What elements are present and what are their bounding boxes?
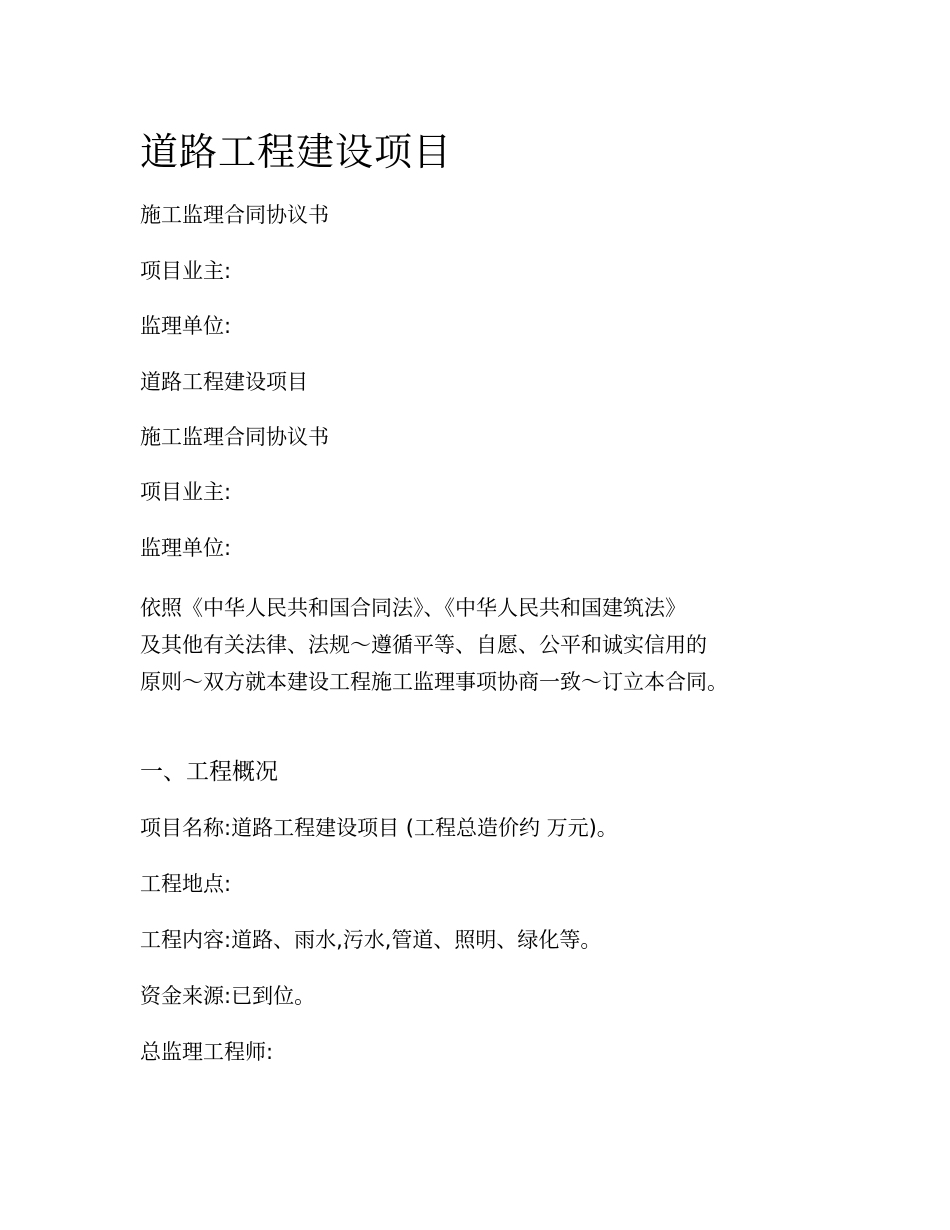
intro-line: 原则～双方就本建设工程施工监理事项协商一致～订立本合同。 (140, 670, 728, 694)
item-content: 工程内容:道路、雨水,污水,管道、照明、绿化等。 (140, 928, 602, 952)
cover-line-project-name: 道路工程建设项目 (140, 370, 308, 394)
document-title: 道路工程建设项目 (140, 130, 453, 174)
cover-line-owner-2: 项目业主: (140, 480, 232, 504)
intro-paragraph (140, 590, 830, 701)
section-heading-overview: 一、工程概况 (140, 759, 278, 785)
cover-line-contract-name: 施工监理合同协议书 (140, 203, 329, 227)
item-location: 工程地点: (140, 872, 232, 896)
item-chief-engineer: 总监理工程师: (140, 1040, 274, 1064)
cover-line-supervisor: 监理单位: (140, 314, 232, 338)
cover-line-contract-name-2: 施工监理合同协议书 (140, 425, 329, 449)
cover-line-owner: 项目业主: (140, 259, 232, 283)
intro-line: 依照《中华人民共和国合同法》、《中华人民共和国建筑法》 (140, 596, 686, 620)
item-project-name: 项目名称:道路工程建设项目 (工程总造价约 万元)。 (140, 816, 618, 840)
intro-line: 及其他有关法律、法规～遵循平等、自愿、公平和诚实信用的 (140, 633, 707, 657)
item-funding: 资金来源:已到位。 (140, 984, 316, 1008)
cover-line-supervisor-2: 监理单位: (140, 536, 232, 560)
